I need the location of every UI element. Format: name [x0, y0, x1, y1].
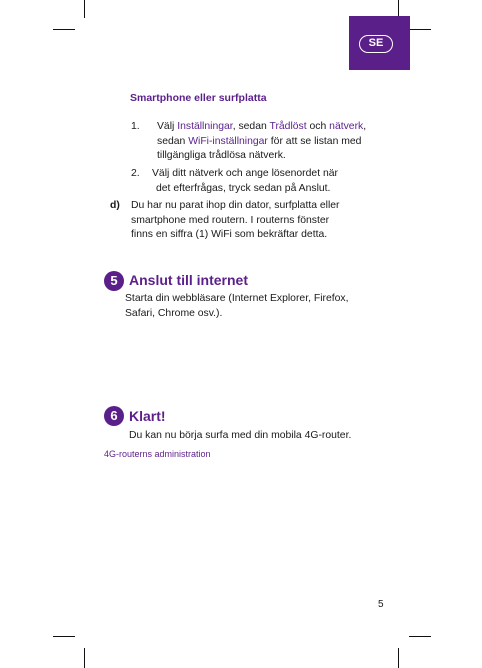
section-number-badge: 5	[104, 271, 124, 291]
step-number: 1.	[131, 121, 140, 132]
crop-mark	[398, 648, 399, 668]
section-6-body: Du kan nu börja surfa med din mobila 4G-router.	[129, 430, 352, 441]
section-title: Klart!	[129, 408, 166, 424]
section-5-line-2: Safari, Chrome osv.).	[125, 307, 223, 319]
step-d-line-3: finns en siffra (1) WiFi som bekräftar detta.	[131, 229, 328, 240]
step-1-line-3: tillgängliga trådlösa nätverk.	[157, 150, 286, 161]
footer-link: 4G-routerns administration	[104, 449, 211, 459]
step-d-label: d)	[110, 200, 120, 211]
step-2-line-2: det efterfrågas, tryck sedan på Anslut.	[156, 182, 331, 194]
step-d-text	[131, 199, 381, 243]
step-1-text	[157, 120, 397, 164]
menu-term: Inställningar	[177, 121, 233, 132]
menu-term: nätverk	[329, 121, 364, 132]
page-number: 5	[378, 599, 384, 610]
step-number: 2.	[131, 168, 140, 179]
step-2-text	[152, 167, 392, 196]
step-d-line-1: Du har nu parat ihop din dator, surfplatta eller	[131, 200, 340, 211]
step-2-line-1: Välj ditt nätverk och ange lösenordet när	[152, 168, 338, 179]
crop-mark	[53, 636, 75, 637]
section-5-line-1: Starta din webbläsare (Internet Explorer, Firefox,	[125, 293, 349, 304]
step-2	[131, 167, 140, 182]
crop-mark	[84, 0, 85, 18]
crop-mark	[53, 29, 75, 30]
crop-mark	[409, 29, 431, 30]
language-badge: SE	[359, 35, 393, 53]
menu-term: Trådlöst	[269, 121, 307, 132]
crop-mark	[409, 636, 431, 637]
step-d-line-2: smartphone med routern. I routerns fönster	[131, 214, 330, 226]
section-subheading: Smartphone eller surfplatta	[130, 92, 267, 104]
section-title: Anslut till internet	[129, 272, 248, 288]
step-1-line-1: Välj Inställningar, sedan Trådlöst och nätverk,	[157, 121, 367, 132]
step-1-line-2: sedan WiFi-inställningar för att se listan med	[157, 135, 362, 147]
language-tab	[349, 16, 410, 70]
crop-mark	[84, 648, 85, 668]
menu-term: WiFi-inställningar	[188, 135, 268, 147]
section-5-body	[125, 292, 385, 321]
section-number-badge: 6	[104, 406, 124, 426]
